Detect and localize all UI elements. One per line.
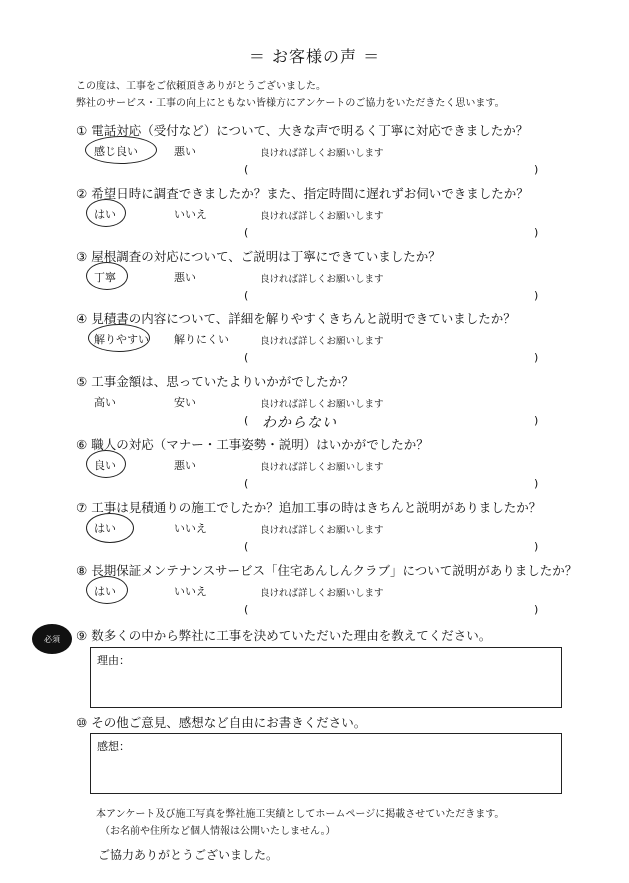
answer-circle xyxy=(86,262,128,290)
question-1-option-b[interactable]: 悪い xyxy=(174,145,196,158)
question-2-option-a[interactable]: はい xyxy=(94,208,116,221)
answer-circle xyxy=(86,513,134,543)
question-8-text: ⑧ 長期保証メンテナンスサービス「住宅あんしんクラブ」について説明がありましたか？ xyxy=(76,563,578,578)
question-7 xyxy=(76,498,576,560)
question-6-option-b[interactable]: 悪い xyxy=(174,459,196,472)
intro-line-1: この度は、工事をご依頼頂きありがとうございました。 xyxy=(76,81,326,92)
footer-note-1: 本アンケート及び施工写真を弊社施工実績としてホームページに掲載させていただきます。 xyxy=(96,809,505,820)
paren-open: ( xyxy=(244,351,249,364)
thanks-text: ご協力ありがとうございました。 xyxy=(98,848,279,862)
question-7-option-b[interactable]: いいえ xyxy=(174,522,207,535)
answer-circle xyxy=(86,576,128,604)
paren-open: ( xyxy=(244,540,249,553)
answer-circle xyxy=(86,450,126,478)
required-badge: 必須 xyxy=(32,624,72,654)
question-5-option-a[interactable]: 高い xyxy=(94,396,116,409)
paren-close: ) xyxy=(534,414,539,427)
question-5-option-b[interactable]: 安い xyxy=(174,396,196,409)
paren-close: ) xyxy=(534,226,539,239)
comment-label: 良ければ詳しくお願いします xyxy=(260,588,384,599)
question-2 xyxy=(76,184,576,246)
question-5 xyxy=(76,372,576,434)
paren-close: ) xyxy=(534,351,539,364)
question-5-text: ⑤ 工事金額は、思っていたよりいかがでしたか？ xyxy=(76,374,354,389)
intro-line-2: 弊社のサービス・工事の向上にともない皆様方にアンケートのご協力をいただきたく思います。 xyxy=(76,98,505,109)
question-4-option-b[interactable]: 解りにくい xyxy=(174,333,229,346)
comment-label: 良ければ詳しくお願いします xyxy=(260,336,384,347)
paren-close: ) xyxy=(534,477,539,490)
paren-open: ( xyxy=(244,477,249,490)
paren-open: ( xyxy=(244,163,249,176)
question-1-text: ① 電話対応（受付など）について、大きな声で明るく丁寧に対応できましたか？ xyxy=(76,123,529,138)
answer-circle xyxy=(88,324,150,352)
question-10-text: ⑩ その他ご意見、感想など自由にお書きください。 xyxy=(76,715,367,730)
comment-label: 良ければ詳しくお願いします xyxy=(260,525,384,536)
paren-close: ) xyxy=(534,163,539,176)
question-6 xyxy=(76,435,576,497)
comment-label: 良ければ詳しくお願いします xyxy=(260,211,384,222)
impression-textbox[interactable] xyxy=(90,733,562,794)
paren-open: ( xyxy=(244,603,249,616)
paren-close: ) xyxy=(534,603,539,616)
question-4 xyxy=(76,309,576,371)
question-3-text: ③ 屋根調査の対応について、ご説明は丁寧にできていましたか？ xyxy=(76,249,441,264)
comment-label: 良ければ詳しくお願いします xyxy=(260,399,384,410)
question-5-comment[interactable]: わからない xyxy=(262,415,337,431)
question-3-option-a[interactable]: 丁寧 xyxy=(94,271,116,284)
comment-label: 良ければ詳しくお願いします xyxy=(260,148,384,159)
question-4-option-a[interactable]: 解りやすい xyxy=(94,333,149,346)
question-8 xyxy=(76,561,576,623)
paren-open: ( xyxy=(244,414,249,427)
comment-label: 良ければ詳しくお願いします xyxy=(260,462,384,473)
question-7-option-a[interactable]: はい xyxy=(94,522,116,535)
paren-open: ( xyxy=(244,289,249,302)
footer-note-2: （お名前や住所など個人情報は公開いたしません。） xyxy=(100,826,336,837)
question-2-text: ② 希望日時に調査できましたか？また、指定時間に遅れずお伺いできましたか？ xyxy=(76,186,529,201)
page-title: ＝ お客様の声 ＝ xyxy=(248,47,381,66)
paren-open: ( xyxy=(244,226,249,239)
reason-label: 理由： xyxy=(97,654,130,667)
impression-label: 感想： xyxy=(97,740,130,753)
question-9-text: ⑨ 数多くの中から弊社に工事を決めていただいた理由を教えてください。 xyxy=(76,628,492,643)
paren-close: ) xyxy=(534,289,539,302)
question-6-text: ⑥ 職人の対応（マナー・工事姿勢・説明）はいかがでしたか？ xyxy=(76,437,429,452)
question-7-text: ⑦ 工事は見積通りの施工でしたか？追加工事の時はきちんと説明がありましたか？ xyxy=(76,500,542,515)
comment-label: 良ければ詳しくお願いします xyxy=(260,274,384,285)
question-8-option-a[interactable]: はい xyxy=(94,585,116,598)
question-1-option-a[interactable]: 感じ良い xyxy=(94,145,138,158)
question-4-text: ④ 見積書の内容について、詳細を解りやすくきちんと説明できていましたか？ xyxy=(76,311,516,326)
reason-textbox[interactable] xyxy=(90,647,562,708)
question-2-option-b[interactable]: いいえ xyxy=(174,208,207,221)
question-8-option-b[interactable]: いいえ xyxy=(174,585,207,598)
paren-close: ) xyxy=(534,540,539,553)
question-1 xyxy=(76,121,576,183)
answer-circle xyxy=(85,136,157,164)
question-3 xyxy=(76,247,576,309)
question-6-option-a[interactable]: 良い xyxy=(94,459,116,472)
question-3-option-b[interactable]: 悪い xyxy=(174,271,196,284)
answer-circle xyxy=(86,199,126,227)
